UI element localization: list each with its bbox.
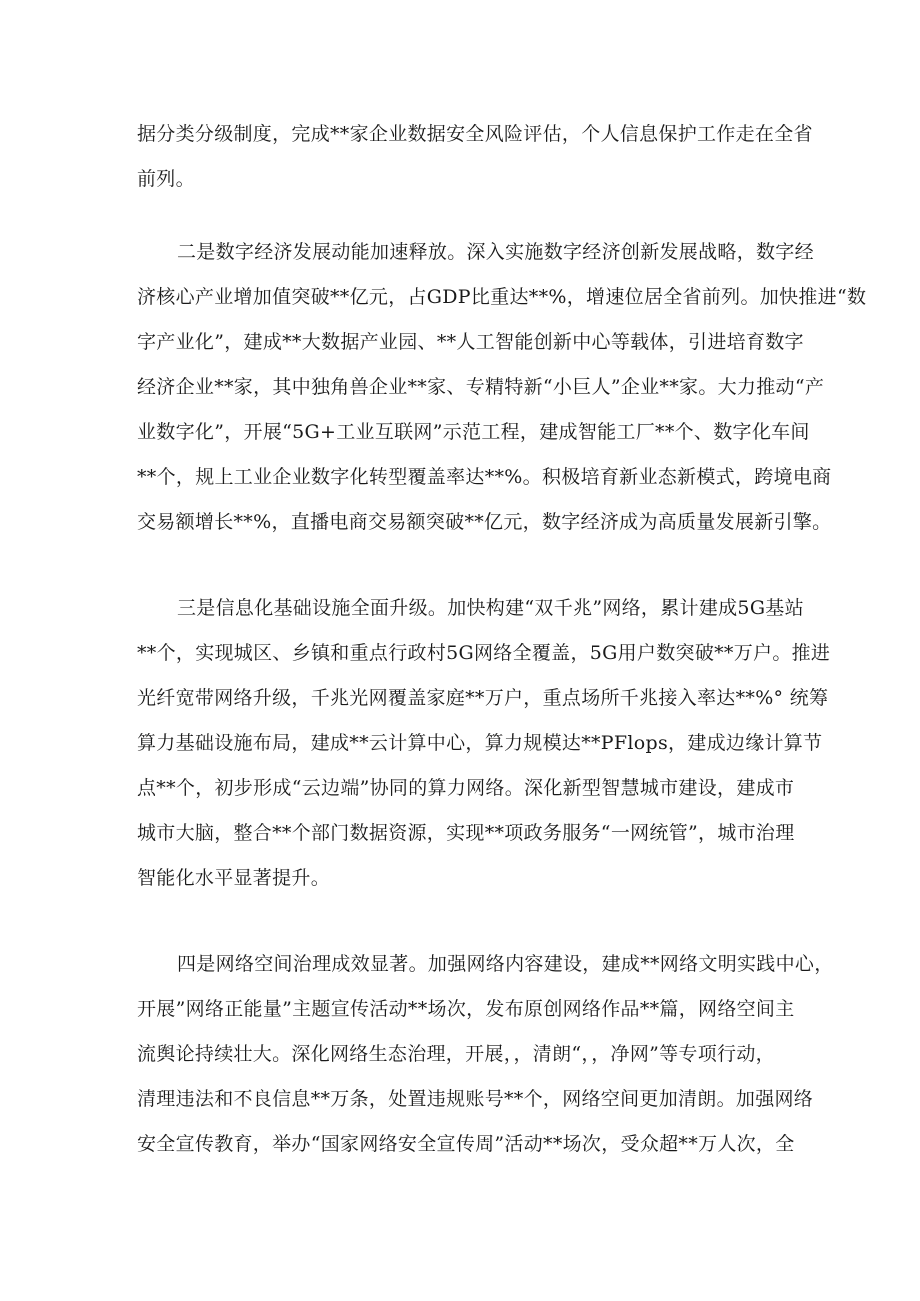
text-line: 光纤宽带网络升级，千兆光网覆盖家庭**万户，重点场所千兆接入率达**%° 统筹 — [137, 687, 829, 709]
text-line: 字产业化”，建成**大数据产业园、**人工智能创新中心等载体，引进培育数字 — [137, 331, 804, 353]
paragraph-start-line: 二是数字经济发展动能加速释放。深入实施数字经济创新发展战略，数字经 — [177, 241, 814, 263]
text-line: 点**个，初步形成“云边端”协同的算力网络。深化新型智慧城市建设，建成市 — [137, 777, 795, 799]
text-line: 智能化水平显著提升。 — [137, 867, 331, 889]
text-line: 清理违法和不良信息**万条，处置违规账号**个，网络空间更加清朗。加强网络 — [137, 1088, 814, 1110]
text-line: 经济企业**家，其中独角兽企业**家、专精特新“小巨人”企业**家。大力推动“产 — [137, 376, 825, 398]
text-line: 前列。 — [137, 168, 195, 190]
text-line: 开展”网络正能量”主题宣传活动**场次，发布原创网络作品**篇，网络空间主 — [137, 998, 795, 1020]
text-line: 济核心产业增加值突破**亿元，占GDP比重达**%，增速位居全省前列。加快推进“数 — [137, 286, 867, 308]
paragraph-start-line: 三是信息化基础设施全面升级。加快构建“双千兆”网络，累计建成5G基站 — [177, 597, 804, 619]
text-line: 业数字化”，开展“5G+工业互联网”示范工程，建成智能工厂**个、数字化车间 — [137, 421, 810, 443]
text-line: 据分类分级制度，完成**家企业数据安全风险评估，个人信息保护工作走在全省 — [137, 123, 813, 145]
text-line: 安全宣传教育，举办“国家网络安全宣传周”活动**场次，受众超**万人次，全 — [137, 1133, 795, 1155]
text-line: 算力基础设施布局，建成**云计算中心，算力规模达**PFlops，建成边缘计算节 — [137, 732, 823, 754]
text-line: **个，规上工业企业数字化转型覆盖率达**%。积极培育新业态新模式，跨境电商 — [137, 466, 832, 488]
paragraph-start-line: 四是网络空间治理成效显著。加强网络内容建设，建成**网络文明实践中心， — [177, 953, 834, 975]
text-line: 城市大脑，整合**个部门数据资源，实现**项政务服务“一网统管”，城市治理 — [137, 822, 795, 844]
text-line: **个，实现城区、乡镇和重点行政村5G网络全覆盖，5G用户数突破**万户。推进 — [137, 642, 831, 664]
text-line: 交易额增长**%，直播电商交易额突破**亿元，数字经济成为高质量发展新引擎。 — [137, 511, 832, 533]
text-line: 流舆论持续壮大。深化网络生态治理，开展，，清朗“，，净网”等专项行动， — [137, 1043, 775, 1065]
